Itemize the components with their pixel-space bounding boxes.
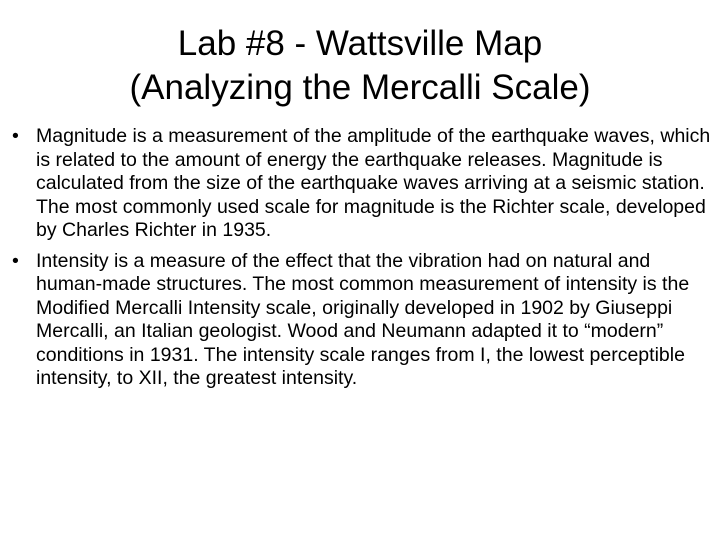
- bullet-dot-icon: •: [12, 249, 19, 272]
- bullet-item-intensity: [12, 250, 712, 391]
- bullet-text-magnitude: Magnitude is a measurement of the amplitude of the earthquake waves, which is related to the amount of energy the earthquake releases. Magnitude is calculated from the size of the earthquake waves arriving at a seismic station. The most commonly used scale for magnitude is the Richter scale, developed by Charles Richter in 1935.: [36, 125, 711, 241]
- title-line-2: (Analyzing the Mercalli Scale): [129, 68, 591, 107]
- bullet-text-intensity: Intensity is a measure of the effect that the vibration had on natural and human-made structures. The most common measurement of intensity is the Modified Mercalli Intensity scale, originally developed in 1902 by Giuseppi Mercalli, an Italian geologist. Wood and Neumann adapted it to “modern” conditions in 1931. The intensity scale ranges from I, the lowest perceptible intensity, to XII, the greatest intensity.: [36, 249, 690, 389]
- bullet-list: [12, 125, 712, 398]
- slide-title: [0, 22, 720, 110]
- bullet-dot-icon: •: [12, 125, 19, 147]
- bullet-item-magnitude: [12, 125, 712, 243]
- title-line-1: Lab #8 - Wattsville Map: [177, 24, 543, 63]
